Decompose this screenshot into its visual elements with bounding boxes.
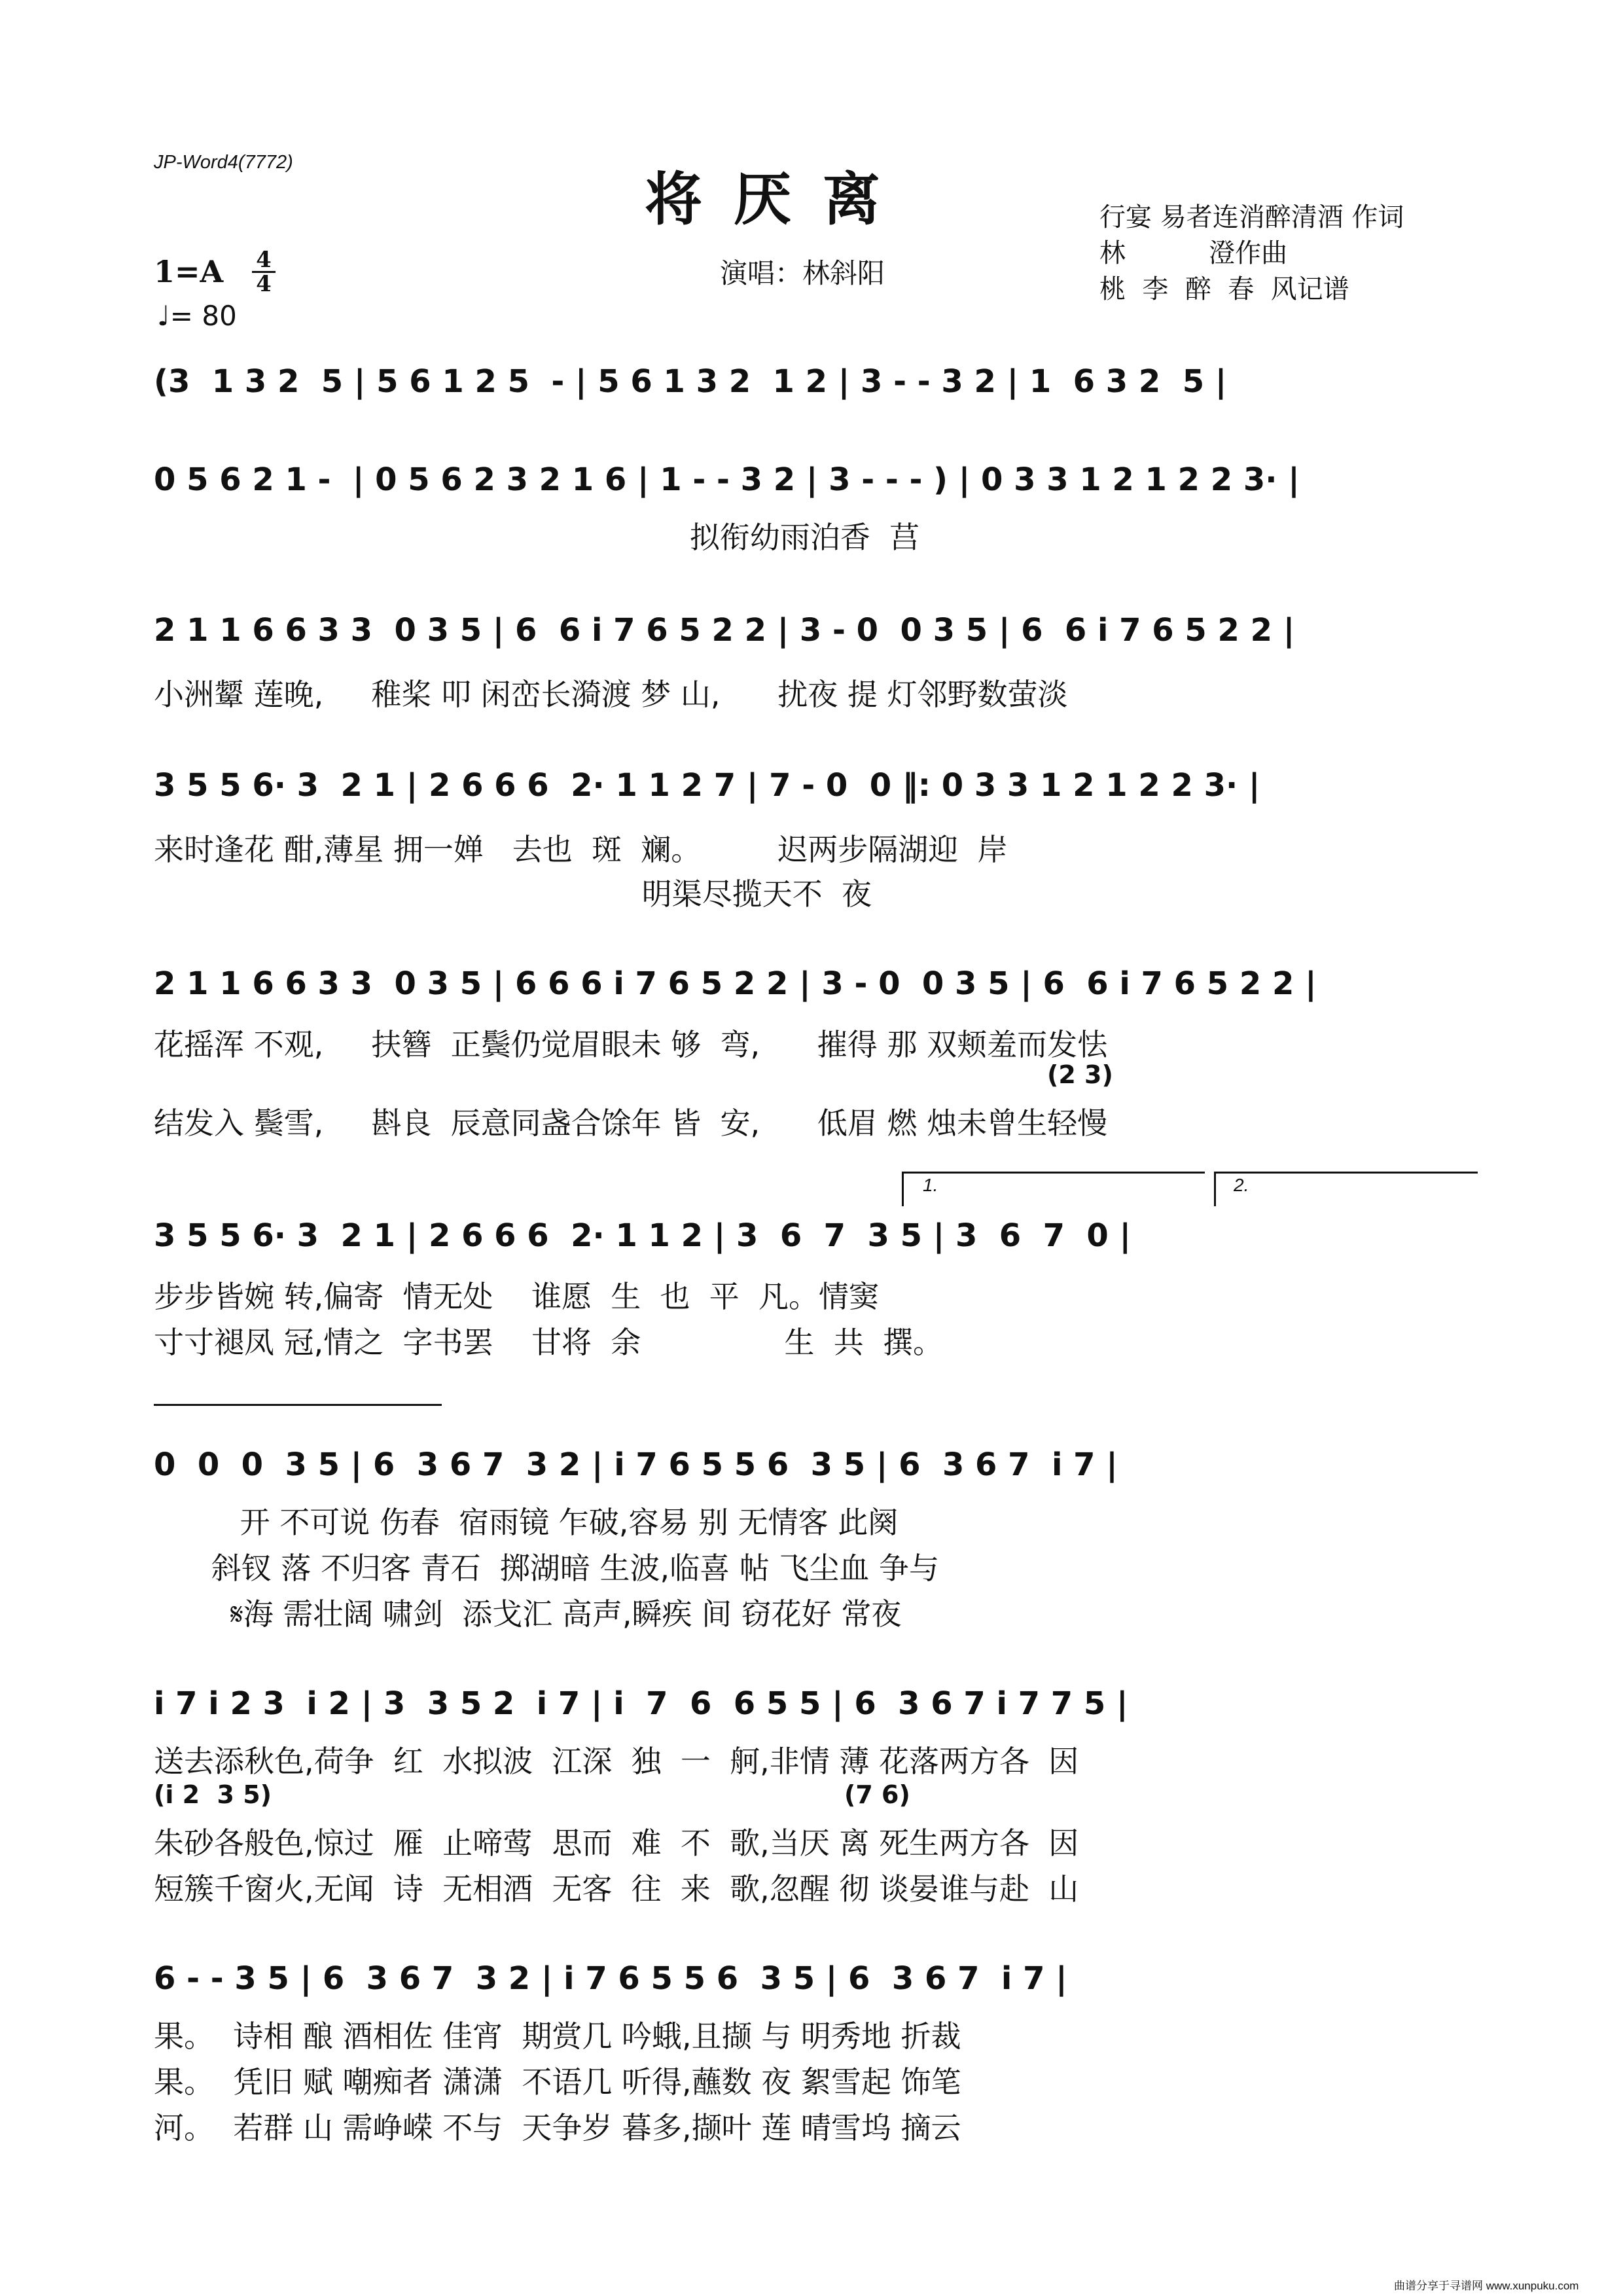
alternate-notes: (i 2 3 5) bbox=[154, 1780, 272, 1809]
lyricist-credit: 行宴 易者连消醉清酒 作词 bbox=[1099, 202, 1404, 232]
lyric-line: 小洲颦 莲晚, 稚桨 叩 闲峦长漪渡 梦 山, 扰夜 提 灯邻野数萤淡 bbox=[154, 677, 1068, 712]
key-signature: 1=A bbox=[154, 254, 224, 289]
composer-credit: 林 澄作曲 bbox=[1099, 238, 1288, 268]
alternate-notes: (7 6) bbox=[844, 1780, 910, 1809]
lyric-line: 果。 诗相 酿 酒相佐 佳宵 期赏几 吟蛾,且撷 与 明秀地 折裁 bbox=[154, 2018, 961, 2054]
notation-row: 6 - - 3 5 | 6 3 6 7 3 2 | i 7 6 5 5 6 3 5 | 6 3 6 7 i 7 | bbox=[154, 1960, 1067, 1997]
lyric-line: 结发入 鬓雪, 斟良 辰意同盏合馀年 皆 安, 低眉 燃 烛未曾生轻慢 bbox=[154, 1105, 1108, 1141]
lyric-line: 拟衔幼雨泊香 莒 bbox=[154, 520, 920, 555]
notation-row: 0 5 6 2 1 - | 0 5 6 2 3 2 1 6 | 1 - - 3 2 | 3 - - - ) | 0 3 3 1 2 1 2 2 3· | bbox=[154, 461, 1300, 498]
notation-row: 3 5 5 6· 3 2 1 | 2 6 6 6 2· 1 1 2 | 3 6 7 3 5 | 3 6 7 0 | bbox=[154, 1217, 1132, 1254]
lyric-line: 开 不可说 伤春 宿雨镜 乍破,容易 别 无情客 此阕 bbox=[154, 1505, 899, 1540]
watermark: 曲谱分享于寻谱网 www.xunpuku.com bbox=[1394, 2280, 1579, 2292]
notation-row: i 7 i 2 3 i 2 | 3 3 5 2 i 7 | i 7 6 6 5 5 | 6 3 6 7 i 7 7 5 | bbox=[154, 1685, 1128, 1722]
notation-row: 2 1 1 6 6 3 3 0 3 5 | 6 6 i 7 6 5 2 2 | 3 - 0 0 3 5 | 6 6 i 7 6 5 2 2 | bbox=[154, 612, 1295, 649]
volta-bracket-1 bbox=[902, 1172, 1205, 1206]
lyric-line: 短簇千窗火,无闻 诗 无相酒 无客 往 来 歌,忽醒 彻 谈晏谁与赴 山 bbox=[154, 1871, 1079, 1907]
lyric-line: 朱砂各般色,惊过 雁 止啼莺 思而 难 不 歌,当厌 离 死生两方各 因 bbox=[154, 1825, 1079, 1861]
lyric-line: 河。 若群 山 需峥嵘 不与 天争岁 暮多,撷叶 莲 晴雪坞 摘云 bbox=[154, 2110, 961, 2145]
lyric-line: 花摇浑 不观, 扶簪 正鬓仍觉眉眼未 够 弯, 摧得 那 双颊羞而发怯 bbox=[154, 1027, 1108, 1062]
volta-number-1: 1. bbox=[923, 1175, 938, 1195]
singer-label: 演唱：林斜阳 bbox=[720, 257, 885, 289]
lyric-line: 寸寸褪凤 冠,情之 字书罢 甘将 余 生 共 撰。 bbox=[154, 1325, 944, 1360]
lyric-line: 斜钗 落 不归客 青石 掷湖暗 生波,临喜 帖 飞尘血 争与 bbox=[154, 1551, 939, 1586]
lyric-line: 明渠尽揽天不 夜 bbox=[154, 876, 872, 912]
song-title: 将厌离 bbox=[645, 165, 912, 233]
lyric-line: 送去添秋色,荷争 红 水拟波 江深 独 一 舸,非情 薄 花落两方各 因 bbox=[154, 1744, 1079, 1779]
lyric-line: 果。 凭旧 赋 嘲痴者 潇潇 不语几 听得,蘸数 夜 絮雪起 饰笔 bbox=[154, 2064, 961, 2100]
notation-row: 0 0 0 3 5 | 6 3 6 7 3 2 | i 7 6 5 5 6 3 5 | 6 3 6 7 i 7 | bbox=[154, 1446, 1118, 1483]
transcriber-credit: 桃 李 醉 春 风记谱 bbox=[1099, 274, 1349, 304]
lyric-line: 来时逢花 酣,薄星 拥一婵 去也 斑 斓。 迟两步隔湖迎 岸 bbox=[154, 832, 1008, 867]
volta-bracket-continuation bbox=[154, 1404, 442, 1439]
alternate-notes: (2 3) bbox=[1047, 1060, 1113, 1089]
notation-row: 3 5 5 6· 3 2 1 | 2 6 6 6 2· 1 1 2 7 | 7 - 0 0 ‖: 0 3 3 1 2 1 2 2 3· | bbox=[154, 767, 1260, 804]
lyric-line: 步步皆婉 转,偏寄 情无处 谁愿 生 也 平 凡。情窦 bbox=[154, 1279, 879, 1314]
time-signature-bottom: 4 bbox=[256, 271, 272, 297]
notation-row: (3 1 3 2 5 | 5 6 1 2 5 - | 5 6 1 3 2 1 2 | 3 - - 3 2 | 1 6 3 2 5 | bbox=[154, 363, 1227, 400]
tempo-marking: ♩= 80 bbox=[157, 300, 237, 332]
software-label: JP-Word4(7772) bbox=[154, 152, 293, 173]
volta-number-2: 2. bbox=[1234, 1175, 1249, 1195]
notation-row: 2 1 1 6 6 3 3 0 3 5 | 6 6 6 i 7 6 5 2 2 | 3 - 0 0 3 5 | 6 6 i 7 6 5 2 2 | bbox=[154, 965, 1317, 1002]
time-signature-top: 4 bbox=[252, 249, 276, 273]
time-signature bbox=[252, 249, 276, 295]
volta-bracket-2 bbox=[1214, 1172, 1478, 1206]
lyric-line: 𝄋海 需壮阔 啸剑 添戈汇 高声,瞬疾 间 窃花好 常夜 bbox=[154, 1596, 902, 1632]
